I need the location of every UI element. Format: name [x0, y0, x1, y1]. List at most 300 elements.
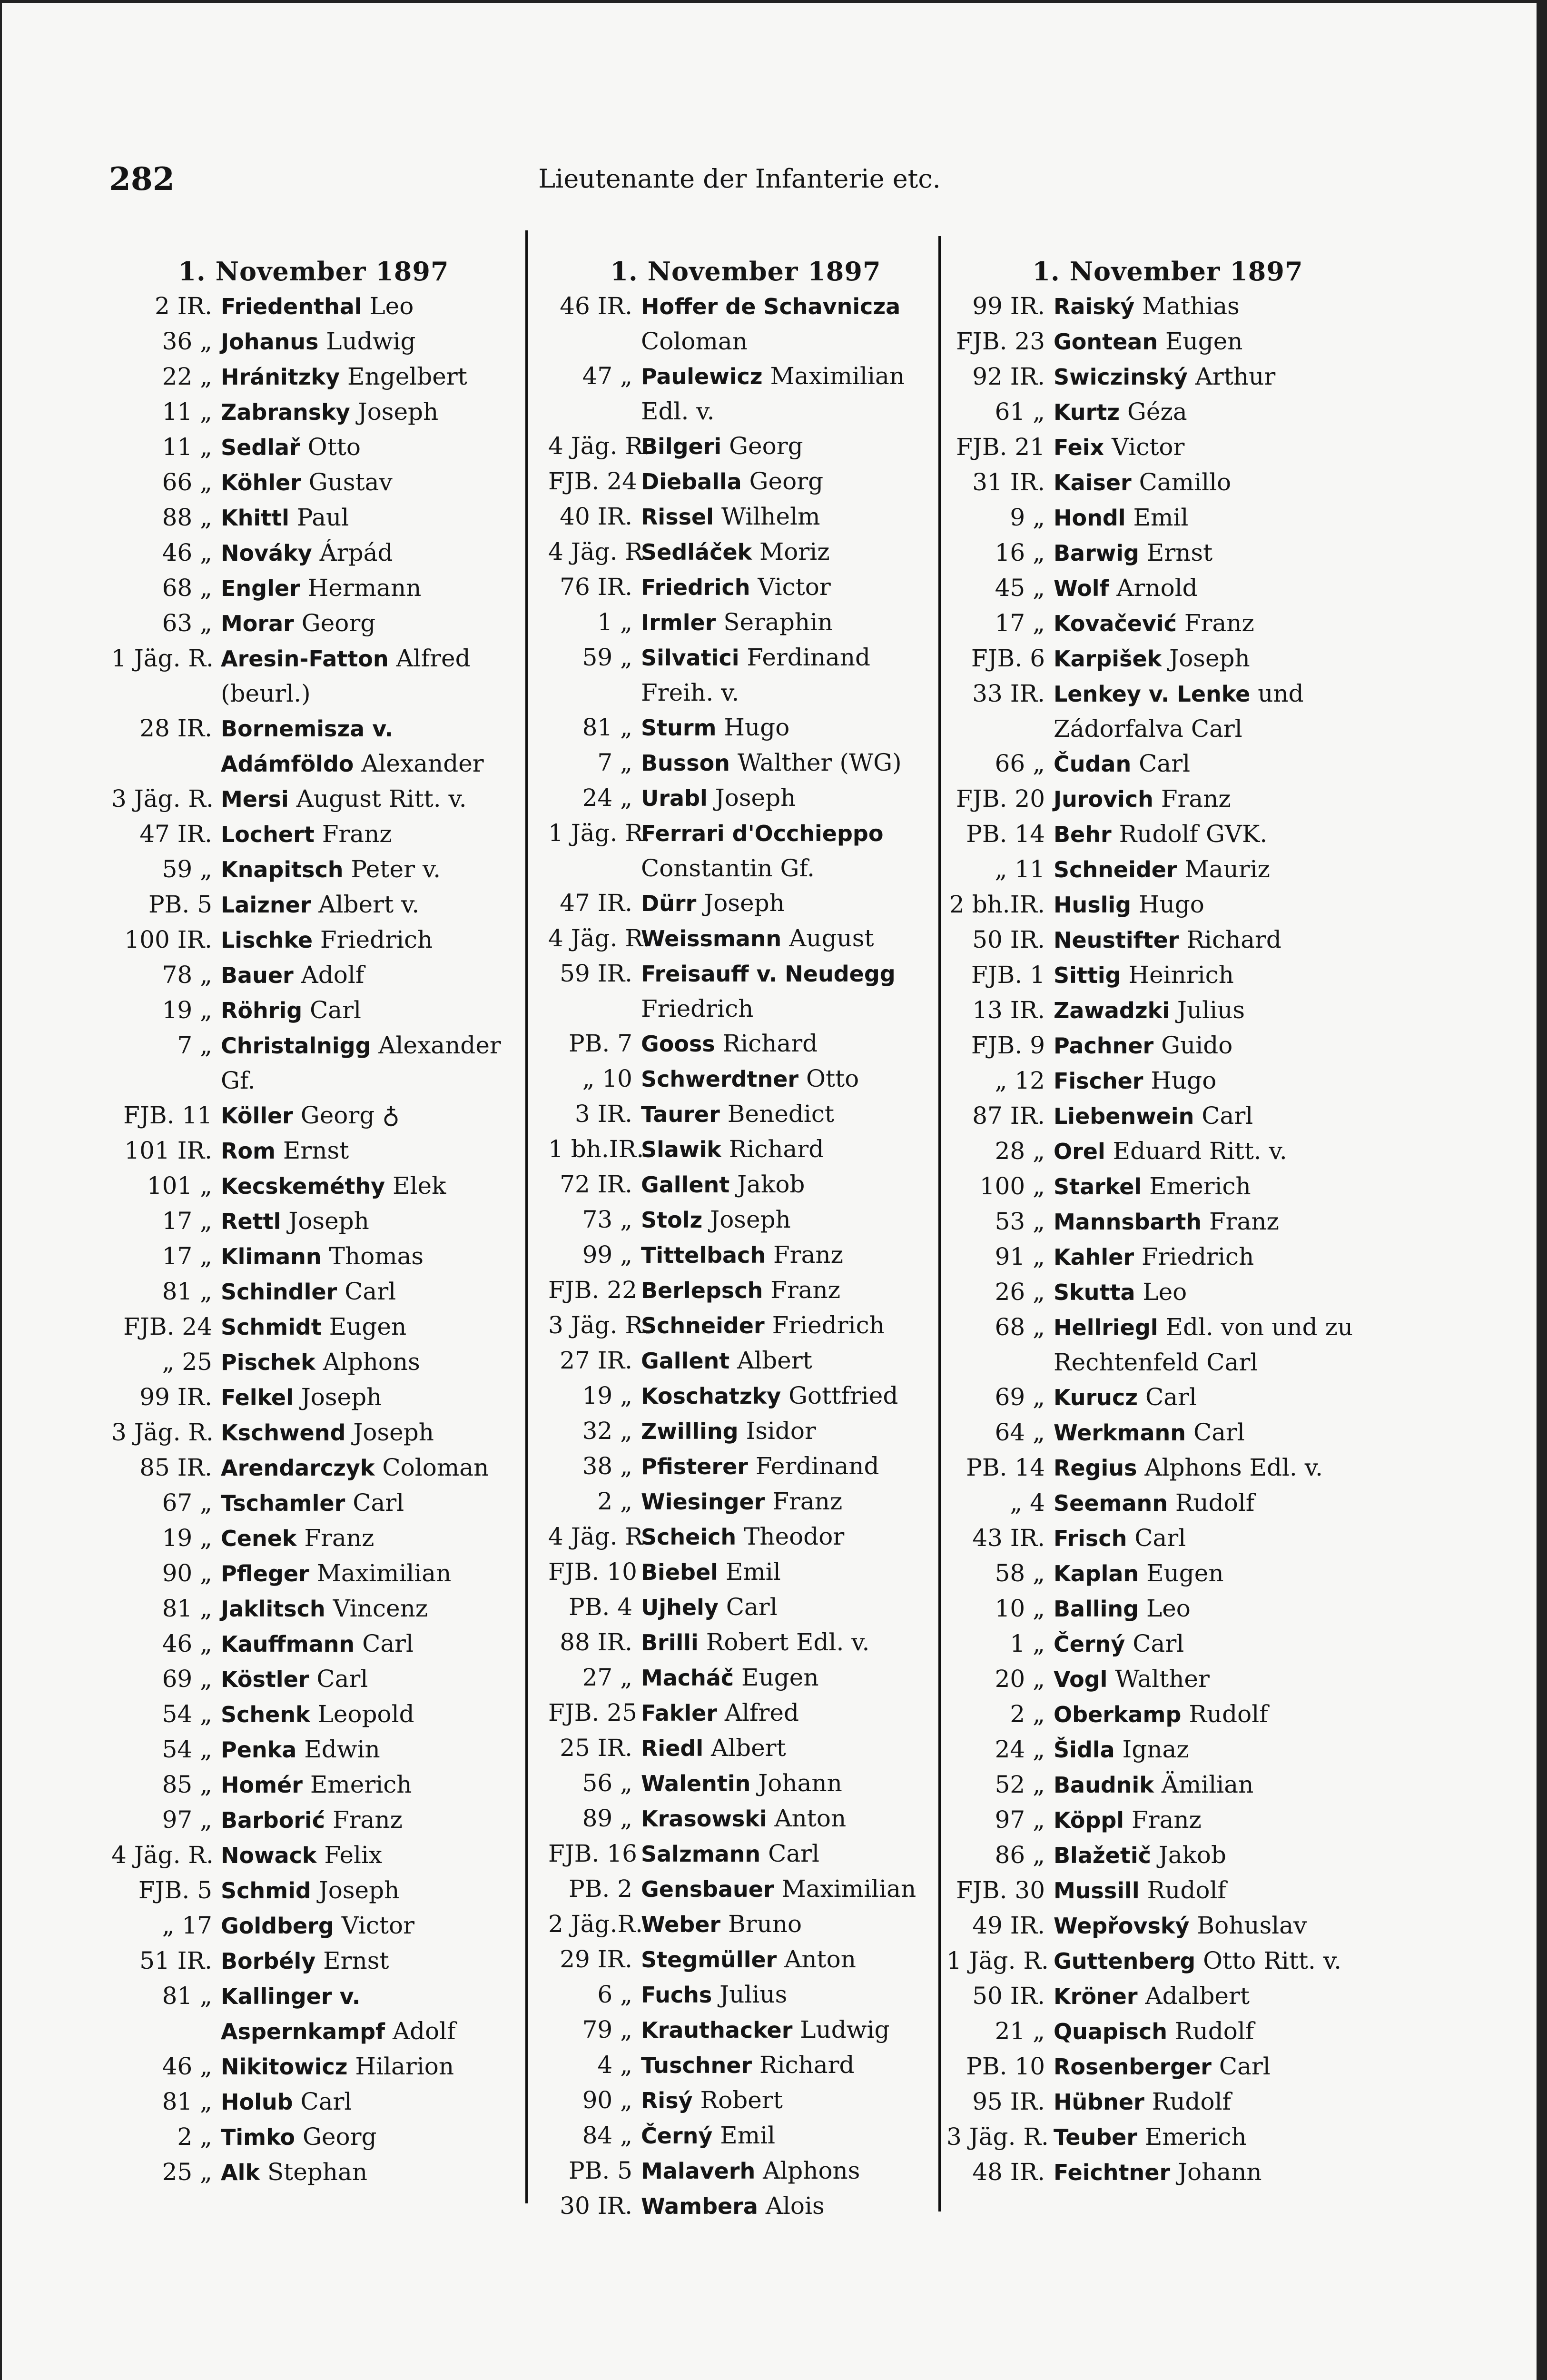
surname: Köppl — [1054, 1807, 1124, 1833]
list-item — [946, 1979, 1389, 2014]
list-item — [111, 1873, 516, 1908]
officer-name — [641, 1308, 943, 1343]
surname: Tuschner — [641, 2053, 752, 2078]
surname: Schneider — [641, 1313, 765, 1339]
surname: Holub — [221, 2089, 293, 2115]
surname: Wepřovský — [1054, 1913, 1190, 1939]
list-item — [548, 1273, 943, 1308]
column-title: 1. November 1897 — [178, 256, 449, 287]
officer-name — [1054, 1944, 1389, 1979]
regiment-label: 46 „ — [162, 1630, 212, 1657]
given-name: Alexander — [354, 750, 484, 777]
given-name: Victor — [1104, 433, 1185, 461]
given-name: Carl — [760, 1840, 820, 1867]
given-name: Georg — [295, 2123, 377, 2151]
list-item — [111, 1732, 516, 1767]
given-name: Seraphin — [716, 608, 833, 636]
surname: Kurtz — [1054, 399, 1120, 425]
officer-name — [641, 1519, 943, 1555]
list-item — [111, 1309, 516, 1345]
surname: Hránitzky — [221, 364, 340, 390]
list-item — [946, 1415, 1389, 1450]
surname: Behr — [1054, 822, 1112, 847]
surname: Hoffer de Schavnicza — [641, 294, 901, 319]
given-name: Árpád — [312, 539, 393, 566]
list-item — [946, 958, 1389, 993]
officer-name — [641, 1484, 943, 1519]
regiment-label: 24 „ — [995, 1735, 1045, 1763]
column-1 — [111, 254, 516, 2190]
given-name: Bohuslav — [1189, 1912, 1307, 1939]
given-name: Wilhelm — [713, 503, 820, 530]
list-item — [111, 359, 516, 395]
entry-list — [548, 289, 943, 2224]
list-item — [946, 1028, 1389, 1063]
list-item — [111, 2120, 516, 2155]
regiment-label: 92 IR. — [972, 363, 1045, 390]
given-name: Leo — [1135, 1278, 1187, 1306]
surname: Nikitowicz — [221, 2054, 348, 2080]
surname: Gallent — [641, 1172, 730, 1198]
given-name: Ernst — [1139, 539, 1213, 566]
surname: Timko — [221, 2124, 296, 2150]
given-name: Rudolf GVK. — [1111, 820, 1268, 848]
given-name: Ämilian — [1153, 1771, 1254, 1798]
surname: Mersi — [221, 786, 289, 812]
regiment-label: 17 „ — [162, 1207, 212, 1235]
officer-name — [1054, 2049, 1389, 2084]
regiment-label: 38 „ — [582, 1452, 632, 1480]
regiment-label: 4 „ — [597, 2051, 632, 2079]
officer-name — [221, 1521, 516, 1556]
officer-name — [641, 2189, 943, 2224]
surname: Freisauff v. Neudegg — [641, 961, 896, 987]
given-name: Isidor — [738, 1417, 816, 1445]
regiment-label: 90 „ — [582, 2086, 632, 2114]
officer-name — [221, 1345, 516, 1380]
officer-name — [221, 2049, 516, 2084]
regiment-label: 30 IR. — [560, 2192, 632, 2220]
list-item — [548, 2013, 943, 2048]
officer-name — [1054, 395, 1389, 430]
regiment-label: PB. 4 — [569, 1593, 632, 1621]
officer-name — [641, 1801, 943, 1836]
surname: Kröner — [1054, 1983, 1138, 2009]
surname: Tschamler — [221, 1490, 345, 1516]
regiment-label: 99 IR. — [139, 1383, 212, 1411]
given-name: Julius — [712, 1981, 788, 2008]
regiment-label: FJB. 21 — [956, 433, 1045, 461]
regiment-label: 85 „ — [162, 1771, 212, 1798]
given-name: Julius — [1170, 996, 1245, 1024]
surname: Kaplan — [1054, 1561, 1139, 1587]
officer-name — [221, 922, 516, 958]
surname: Alk — [221, 2160, 260, 2185]
surname: Quapisch — [1054, 2019, 1167, 2044]
regiment-label: 20 „ — [995, 1665, 1045, 1693]
regiment-label: FJB. 20 — [956, 785, 1045, 813]
given-name: Eugen — [1139, 1559, 1224, 1587]
officer-name — [221, 1732, 516, 1767]
surname: Wolf — [1054, 575, 1109, 601]
regiment-label: 36 „ — [162, 327, 212, 355]
regiment-label: 9 „ — [1010, 504, 1045, 531]
surname: Felkel — [221, 1385, 294, 1410]
list-item — [548, 1132, 943, 1167]
regiment-label: 31 IR. — [972, 468, 1045, 496]
list-item — [111, 606, 516, 641]
list-item — [548, 1167, 943, 1202]
surname: Kecskeméthy — [221, 1173, 385, 1199]
regiment-label: FJB. 11 — [123, 1101, 212, 1129]
regiment-label: 50 IR. — [972, 1982, 1045, 2010]
surname: Čudan — [1054, 751, 1132, 777]
list-item — [946, 1556, 1389, 1591]
officer-name — [221, 1415, 516, 1450]
list-item — [946, 1521, 1389, 1556]
list-item — [111, 1626, 516, 1662]
officer-name — [221, 2120, 516, 2155]
officer-name — [641, 1202, 943, 1238]
regiment-label: „ 17 — [162, 1912, 212, 1939]
given-name: Peter v. — [343, 855, 441, 883]
list-item — [946, 1240, 1389, 1275]
column-rule-2 — [938, 236, 941, 2211]
regiment-label: 2 „ — [597, 1488, 632, 1515]
surname: Stegmüller — [641, 1947, 777, 1973]
list-item — [111, 500, 516, 536]
officer-name — [1054, 2155, 1389, 2190]
column-2 — [548, 254, 943, 2224]
given-name: Friedrich — [313, 926, 433, 953]
surname: Stolz — [641, 1207, 703, 1233]
surname: Christalnigg — [221, 1033, 371, 1059]
list-item — [548, 781, 943, 816]
surname: Dieballa — [641, 469, 742, 495]
regiment-label: 58 „ — [995, 1559, 1045, 1587]
regiment-label: 59 „ — [162, 855, 212, 883]
surname: Weissmann — [641, 926, 782, 952]
surname: Mannsbarth — [1054, 1209, 1202, 1235]
list-item — [548, 1872, 943, 1907]
officer-name — [641, 1238, 943, 1273]
list-item — [111, 1239, 516, 1274]
regiment-label: 81 „ — [162, 1595, 212, 1622]
list-item — [946, 465, 1389, 500]
officer-name — [221, 887, 516, 922]
given-name: Bruno — [720, 1910, 802, 1938]
regiment-label: 11 „ — [162, 398, 212, 426]
regiment-label: FJB. 24 — [123, 1313, 212, 1340]
list-item — [946, 2155, 1389, 2190]
regiment-label: 68 „ — [162, 574, 212, 602]
given-name: Friedrich — [641, 995, 754, 1022]
list-item — [946, 817, 1389, 852]
list-item — [548, 1238, 943, 1273]
surname: Bauer — [221, 962, 294, 988]
officer-name — [221, 1662, 516, 1697]
list-item — [946, 1204, 1389, 1240]
officer-name — [641, 1625, 943, 1660]
list-item — [946, 1662, 1389, 1697]
given-name: Carl — [1125, 1630, 1184, 1657]
officer-name — [1054, 1979, 1389, 2014]
regiment-label: 49 IR. — [972, 1912, 1045, 1939]
list-item — [548, 605, 943, 640]
officer-name — [221, 817, 516, 852]
regiment-label: 97 „ — [995, 1806, 1045, 1834]
list-item — [946, 1591, 1389, 1626]
list-item — [111, 1979, 516, 2049]
surname: Feichtner — [1054, 2160, 1171, 2185]
regiment-label: 46 „ — [162, 539, 212, 566]
regiment-label: 81 „ — [162, 1278, 212, 1305]
regiment-label: 86 „ — [995, 1841, 1045, 1869]
surname: Sittig — [1054, 962, 1121, 988]
regiment-label: 17 „ — [995, 609, 1045, 637]
given-name: Franz — [325, 1806, 403, 1834]
surname: Pachner — [1054, 1033, 1154, 1059]
given-name: Anton — [767, 1805, 847, 1832]
given-name: Elek — [385, 1172, 446, 1200]
surname: Rosenberger — [1054, 2054, 1212, 2080]
regiment-label: PB. 7 — [569, 1030, 632, 1057]
given-name: Emerich — [1137, 2123, 1247, 2151]
surname: Schindler — [221, 1279, 337, 1305]
list-item — [548, 921, 943, 956]
officer-name — [221, 711, 516, 782]
regiment-label: FJB. 22 — [548, 1276, 637, 1304]
surname: Hübner — [1054, 2089, 1144, 2115]
given-name: Rudolf — [1168, 1489, 1255, 1517]
regiment-label: 28 „ — [995, 1137, 1045, 1165]
given-name: Joseph — [707, 784, 796, 812]
officer-name — [641, 1132, 943, 1167]
surname: Schneider — [1054, 857, 1177, 883]
officer-name — [221, 993, 516, 1028]
given-name: Emil — [718, 1558, 781, 1586]
regiment-label: 67 „ — [162, 1489, 212, 1517]
list-item — [946, 922, 1389, 958]
officer-name — [1054, 1450, 1389, 1486]
regiment-label: PB. 5 — [569, 2157, 632, 2184]
surname: Sedláček — [641, 539, 752, 565]
regiment-label: 101 IR. — [124, 1137, 212, 1164]
given-name: Carl — [1186, 1418, 1245, 1446]
officer-name — [1054, 922, 1389, 958]
list-item — [946, 430, 1389, 465]
list-item — [548, 1766, 943, 1801]
given-name: Franz — [314, 820, 392, 848]
list-item — [111, 958, 516, 993]
given-name: Hugo — [1131, 891, 1204, 918]
list-item — [548, 2189, 943, 2224]
officer-name — [1054, 887, 1389, 922]
list-item — [111, 1415, 516, 1450]
regiment-label: 101 „ — [147, 1172, 212, 1200]
list-item — [946, 1486, 1389, 1521]
surname: Krauthacker — [641, 2017, 793, 2043]
surname: Riedl — [641, 1735, 704, 1761]
officer-name — [221, 1838, 516, 1873]
regiment-label: 4 Jäg. R. — [548, 432, 650, 460]
officer-name — [1054, 1732, 1389, 1767]
officer-name — [1054, 1275, 1389, 1310]
regiment-label: 4 Jäg. R. — [548, 538, 650, 565]
given-name: Vincenz — [325, 1595, 428, 1622]
regiment-label: 13 IR. — [972, 996, 1045, 1024]
officer-name — [641, 710, 943, 745]
regiment-label: 2 IR. — [155, 292, 212, 320]
list-item — [111, 1169, 516, 1204]
given-name: Friedrich — [764, 1311, 885, 1339]
regiment-label: 66 „ — [162, 468, 212, 496]
list-item — [946, 1134, 1389, 1169]
regiment-label: 19 „ — [162, 1524, 212, 1552]
given-name: Maximilian — [774, 1875, 916, 1903]
officer-name — [1054, 606, 1389, 641]
given-name: Georg — [741, 467, 824, 495]
list-item — [946, 1380, 1389, 1415]
list-item — [548, 1449, 943, 1484]
surname: Lochert — [221, 822, 315, 847]
given-name: Otto — [300, 433, 361, 461]
list-item — [111, 817, 516, 852]
surname: Mussill — [1054, 1878, 1140, 1904]
regiment-label: 79 „ — [582, 2016, 632, 2043]
officer-name — [641, 1097, 943, 1132]
surname: Kschwend — [221, 1420, 346, 1446]
list-item — [946, 993, 1389, 1028]
regiment-label: 81 „ — [582, 714, 632, 741]
surname: Nováky — [221, 540, 312, 566]
regiment-label: 29 IR. — [560, 1945, 632, 1973]
given-name: Robert Edl. v. — [698, 1628, 870, 1656]
list-item — [548, 1731, 943, 1766]
regiment-label: 64 „ — [995, 1418, 1045, 1446]
officer-name — [1054, 782, 1389, 817]
officer-name — [221, 1697, 516, 1732]
officer-name — [641, 1343, 943, 1378]
list-item — [111, 1098, 516, 1133]
regiment-label: 95 IR. — [972, 2088, 1045, 2115]
regiment-label: 53 „ — [995, 1208, 1045, 1235]
list-item — [946, 1450, 1389, 1486]
list-item — [946, 1732, 1389, 1767]
regiment-label: PB. 14 — [966, 820, 1045, 848]
regiment-label: 19 „ — [582, 1382, 632, 1409]
surname: Gensbauer — [641, 1876, 774, 1902]
list-item — [548, 1061, 943, 1097]
regiment-label: 2 „ — [177, 2123, 212, 2151]
surname: Hellriegl — [1054, 1315, 1158, 1340]
surname: Rom — [221, 1138, 276, 1164]
officer-name — [221, 1873, 516, 1908]
officer-name — [641, 535, 943, 570]
regiment-label: FJB. 10 — [548, 1558, 637, 1586]
surname: Jaklitsch — [221, 1596, 325, 1622]
officer-name — [221, 1380, 516, 1415]
given-name: Friedrich — [1134, 1243, 1254, 1270]
surname: Tittelbach — [641, 1242, 766, 1268]
regiment-label: 51 IR. — [139, 1947, 212, 1974]
given-name: Richard — [1179, 926, 1281, 953]
list-item — [548, 535, 943, 570]
surname: Köhler — [221, 470, 301, 496]
surname: Pfisterer — [641, 1454, 748, 1479]
officer-name — [641, 2048, 943, 2083]
given-name: Thomas — [321, 1242, 424, 1270]
given-name: Carl — [302, 996, 362, 1024]
given-name: Benedict — [719, 1100, 834, 1128]
given-name: Leopold — [310, 1700, 414, 1728]
given-name: Maximilian Edl. v. — [641, 362, 905, 425]
given-name: Joseph — [281, 1207, 369, 1235]
regiment-label: 4 Jäg. R. — [548, 1523, 650, 1550]
given-name: Mathias — [1134, 292, 1240, 320]
list-item — [946, 1310, 1389, 1380]
regiment-label: FJB. 24 — [548, 467, 637, 495]
given-name: Rudolf — [1167, 2017, 1254, 2045]
regiment-label: 90 „ — [162, 1559, 212, 1587]
surname: Barborić — [221, 1807, 325, 1833]
given-name: Walther (WG) — [729, 749, 902, 776]
given-name: Guido — [1153, 1031, 1233, 1059]
officer-name — [1054, 500, 1389, 536]
regiment-label: 50 IR. — [972, 926, 1045, 953]
regiment-label: 3 Jäg. R. — [946, 2123, 1049, 2151]
given-name: Alexander Gf. — [221, 1031, 501, 1094]
given-name: Franz — [296, 1524, 374, 1552]
regiment-label: „ 4 — [1010, 1489, 1045, 1517]
officer-name — [221, 1767, 516, 1803]
list-item — [548, 359, 943, 429]
officer-name — [641, 1766, 943, 1801]
officer-name — [641, 640, 943, 710]
surname: Hondl — [1054, 505, 1126, 531]
officer-name — [641, 1449, 943, 1484]
regiment-label: „ 12 — [995, 1067, 1045, 1094]
regiment-label: 2 Jäg.R. — [548, 1910, 643, 1938]
regiment-label: 26 „ — [995, 1278, 1045, 1306]
surname: Irmler — [641, 610, 716, 635]
surname: Swiczinský — [1054, 364, 1188, 390]
regiment-label: 91 „ — [995, 1243, 1045, 1270]
surname: Gallent — [641, 1348, 730, 1374]
regiment-label: 81 „ — [162, 1982, 212, 2010]
given-name: Hilarion — [347, 2053, 454, 2080]
officer-name — [221, 641, 516, 711]
given-name: Ferdinand — [748, 1452, 879, 1480]
regiment-label: 97 „ — [162, 1806, 212, 1834]
given-name: Ludwig — [318, 327, 416, 355]
officer-name — [1054, 1169, 1389, 1204]
given-name: Joseph — [311, 1876, 400, 1904]
surname: Frisch — [1054, 1526, 1127, 1551]
officer-name — [221, 1204, 516, 1239]
list-item — [548, 1942, 943, 1977]
surname: Raiský — [1054, 294, 1135, 319]
given-name: Carl — [1138, 1383, 1197, 1411]
given-name: Coloman — [641, 327, 748, 355]
given-name: August — [781, 924, 874, 952]
regiment-label: 78 „ — [162, 961, 212, 989]
surname: Šidla — [1054, 1737, 1115, 1763]
officer-name — [1054, 1486, 1389, 1521]
regiment-label: PB. 10 — [966, 2053, 1045, 2080]
given-name: Franz — [1124, 1806, 1202, 1834]
officer-name — [221, 1908, 516, 1944]
